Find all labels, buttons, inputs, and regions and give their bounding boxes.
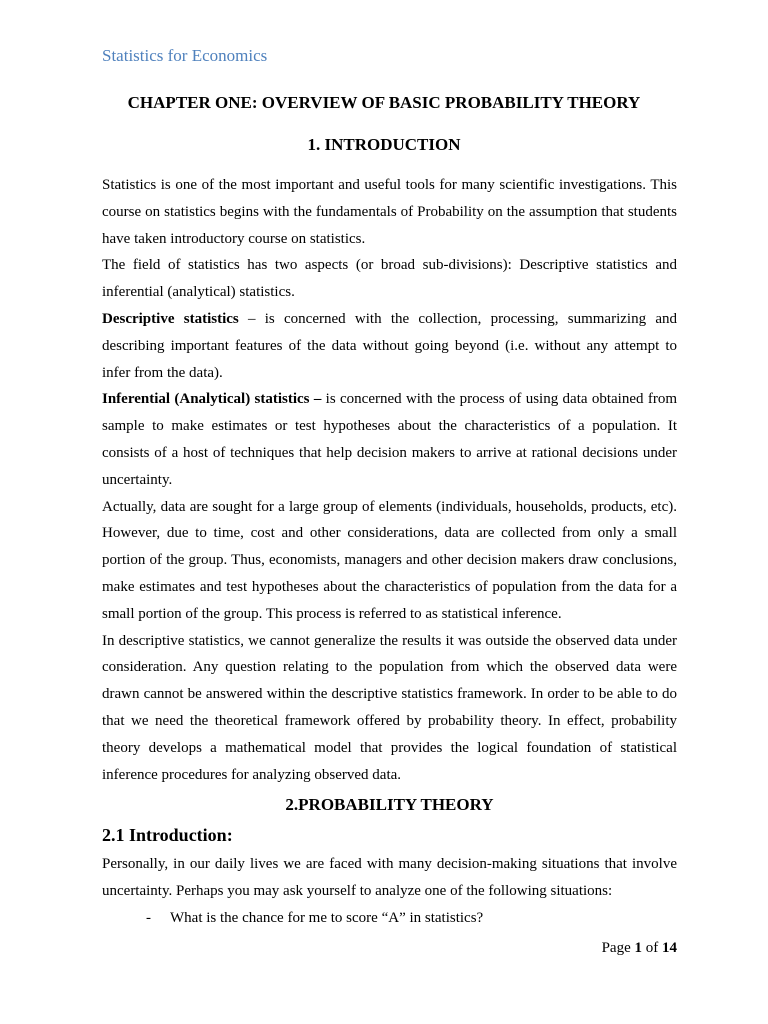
term-descriptive-statistics: Descriptive statistics <box>102 310 239 327</box>
chapter-title: CHAPTER ONE: OVERVIEW OF BASIC PROBABILITY THEORY <box>127 93 641 112</box>
page-prefix: Page <box>601 940 635 956</box>
total-pages: 14 <box>662 940 677 956</box>
body-text <box>102 172 677 932</box>
paragraph: Statistics is one of the most important and useful tools for many scientific investigations. This course on statistics begins with the fundamentals of Probability on the assumption that students have taken introductory course on statistics. <box>102 177 677 247</box>
definition-text: – is concerned with the collection, processing, summarizing and describing important features of the data without going beyond (i.e. without any attempt to infer from the data). <box>102 310 677 381</box>
section-title-probability-theory: 2.PROBABILITY THEORY <box>285 795 494 815</box>
paragraph: The field of statistics has two aspects (or broad sub-divisions): Descriptive statistics and inferential (analytical) statistics. <box>102 257 677 301</box>
page-number <box>602 940 677 957</box>
subsection-title: 2.1 Introduction: <box>102 825 233 846</box>
paragraph: Actually, data are sought for a large group of elements (individuals, households, products, etc). However, due to time, cost and other considerations, data are collected from only a small portion of the group. Thus, economists, managers and other decision makers draw conclusions, make estimates and test hypotheses about the characteristics of population from the data for a small portion of the group. This process is referred to as statistical inference. <box>102 498 677 622</box>
page-of: of <box>642 940 662 956</box>
list-item-text: What is the chance for me to score “A” in statistics? <box>170 909 484 926</box>
paragraph-inferential <box>102 386 677 493</box>
running-header: Statistics for Economics <box>102 46 268 65</box>
paragraph: In descriptive statistics, we cannot generalize the results it was outside the observed data under consideration. Any question relating to the population from which the observed data were drawn cannot be answered within the descriptive statistics framework. In order to be able to do that we need the theoretical framework offered by probability theory. In effect, probability theory develops a mathematical model that provides the logical foundation of statistical inference procedures for analyzing observed data. <box>102 632 677 783</box>
definition-text: is concerned with the process of using data obtained from sample to make estimates or test hypotheses about the characteristics of a population. It consists of a host of techniques that help decision makers to arrive at rational decisions under uncertainty. <box>102 391 677 488</box>
paragraph: Personally, in our daily lives we are faced with many decision-making situations that involve uncertainty. Perhaps you may ask yourself to analyze one of the following situations: <box>102 856 677 900</box>
bullet-marker: - <box>146 909 151 926</box>
section-title-introduction: 1. INTRODUCTION <box>307 135 461 154</box>
term-inferential-statistics: Inferential (Analytical) statistics – <box>102 391 322 408</box>
list-item <box>102 905 677 932</box>
current-page: 1 <box>634 940 642 956</box>
paragraph-descriptive <box>102 306 677 386</box>
